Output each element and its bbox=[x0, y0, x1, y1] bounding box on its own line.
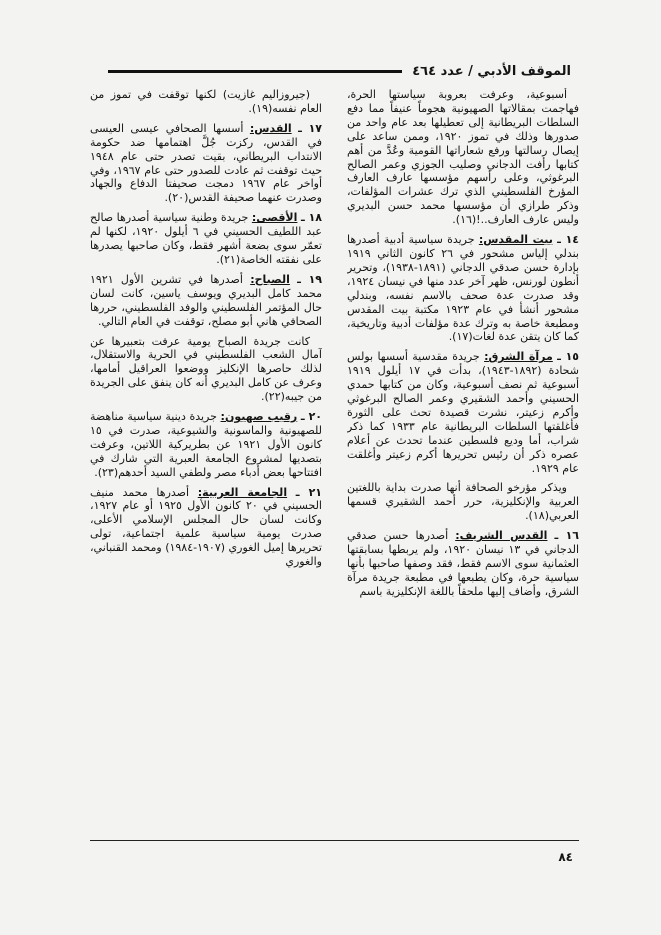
entry-number: ١٤ ـ bbox=[557, 233, 579, 247]
paragraph bbox=[90, 486, 322, 569]
entry-text: جريدة مقدسية أسسها بولس شحادة (١٨٩٢-١٩٤٣)، بدأت في ١٧ أيلول ١٩١٩ أسبوعية ثم نصف أسبوعية، وكان من كتابها حمدي الحسيني وأحمد الشقيري وعمر الصالح البرغوثي وأكرم زعيتر، نشرت قصيدة تحث على الثورة فأغلقتها السلطات البريطانية عام ١٩٣٣ كما ذكر شراب، أما وديع فلسطين عندما تحدث عن أعلام عصره ذكر أن رئيس تحريرها أكرم زعيتر وأغلقت عام ١٩٢٩. bbox=[347, 350, 579, 475]
entry-title: القدس الشريف: bbox=[455, 529, 548, 543]
entry-text: أصدرها محمد منيف الحسيني في ٢٠ كانون الأول ١٩٢٥ أو عام ١٩٢٧، وكانت لسان حال المجلس الإسلامي الأعلى، صدرت يومية سياسية علمية اجتماعية، تولى تحريرها إميل الغوري (١٩٠٧-١٩٨٤) ومحمد القنباني، والغوري bbox=[90, 485, 322, 569]
paragraph bbox=[90, 88, 322, 116]
entry-title: الأقصى: bbox=[251, 211, 298, 225]
entry-text: جريدة سياسية أدبية أصدرها بندلي إلياس مشحور في ٢٦ كانون الثاني ١٩١٩ بإدارة حسن صدقي الدجاني (١٨٩١-١٩٣٨)، وتحرير أنطون لورنس، ظهر آخر عدد منها في نيسان ١٩٢٤، وقد صدرت عدة صحف بالاسم نفسه، وبندلي مشحور أنشأ في عام ١٩٢٣ مكتبة بيت المقدس ومطبعة خاصة به وترك عدة مؤلفات أدبية وتاريخية، كما كان يتقن عدة لغات(١٧). bbox=[347, 233, 579, 344]
text-columns bbox=[90, 88, 579, 830]
entry-text: أصدرها حسن صدقي الدجاني في ١٣ نيسان ١٩٢٠، ولم يربطها بسابقتها العثمانية سوى الاسم فقط، فقد وصفها صاحبها بأنها سياسية حرة، وكان يطبعها في مطبعة جريدة مرآة الشرق، وأضاف إليها ملحقاً باللغة الإنكليزية باسم bbox=[347, 529, 579, 598]
entry-title: مرآة الشرق: bbox=[484, 350, 553, 364]
entry-text: ويذكر مؤرخو الصحافة أنها صدرت بداية باللغتين العربية والإنكليزية، حرر أحمد الشقيري قسمها العربي(١٨). bbox=[347, 481, 579, 523]
paragraph bbox=[90, 410, 322, 480]
entry-title: بيت المقدس: bbox=[478, 233, 553, 247]
entry-text: جريدة وطنية سياسية أصدرها صالح عبد اللطيف الحسيني في ٦ أيلول ١٩٢٠، لكنها لم تعمّر سوى بضعة أشهر فقط، وكان صاحبها يصدرها على نفقته الخاصة(٢١). bbox=[90, 211, 322, 266]
entry-title: القدس: bbox=[249, 121, 292, 135]
entry-text: أصدرها في تشرين الأول ١٩٢١ محمد كامل البديري ويوسف ياسين، كانت لسان حال المؤتمر الفلسطيني والوفد الفلسطيني، حررها الصحافي هاني أبو مصلح، توقفت في العام التالي. bbox=[90, 272, 322, 328]
entry-text: جريدة دينية سياسية مناهضة للصهيونية والماسونية والشيوعية، صدرت في ١٥ كانون الأول ١٩٢١ عن بطريركية اللاتين، وعرفت بتصديها لمشروع الجامعة العبرية التي شارك في افتتاحها بعض أدباء مصر ولطفي السيد أحدهم(٢٣). bbox=[90, 410, 322, 479]
left-column bbox=[90, 88, 322, 830]
paragraph bbox=[347, 233, 579, 344]
page-header bbox=[108, 60, 571, 82]
entry-number: ١٨ ـ bbox=[300, 211, 322, 225]
paragraph bbox=[347, 529, 579, 599]
entry-number: ٢٠ ـ bbox=[300, 410, 322, 424]
entry-text: أسسها الصحافي عيسى العيسى في القدس، ركزت جُلَّ اهتمامها ضد حكومة الانتداب البريطاني، بقيت تصدر حتى عام ١٩٤٨ حيث توقفت ثم عادت للصدور حتى عام ١٩٦٧، وفي أواخر عام ١٩٦٧ دمجت صحيفتا الدفاع والجهاد وصدرت عنهما صحيفة القدس(٢٠). bbox=[90, 121, 322, 205]
entry-text: أسبوعية، وعرفت بعروبة سياستها الحرة، فهاجمت بمقالاتها الصهيونية هجوماً عنيفاً مما دفع السلطات البريطانية إلى تعطيلها بعد عام واحد من صدورها وذلك في تموز ١٩٢٠، وممن ساعد على إيصال رسالتها ورفع شعاراتها القومية وعُدَّ من أهم كتابها رأفت الدجاني وصليب الجوزي وعمر الصالح البرغوثي، وعلى رأسهم مؤسسها عارف العارف المؤرخ الفلسطيني الذي ترك عشرات المؤلفات، وذكر طرازي أن مؤسسها محمد حسن البديري وليس عارف العارف..!(١٦). bbox=[347, 88, 579, 227]
paragraph bbox=[347, 350, 579, 475]
paragraph bbox=[347, 88, 579, 227]
page-number: ٨٤ bbox=[558, 850, 573, 864]
paragraph bbox=[90, 335, 322, 405]
entry-number: ١٦ ـ bbox=[554, 529, 579, 543]
entry-title: الجامعة العربية: bbox=[197, 485, 288, 499]
entry-text: (جيروزاليم غازيت) لكنها توقفت في تموز من العام نفسه(١٩). bbox=[90, 88, 322, 115]
paragraph bbox=[90, 122, 322, 205]
paragraph bbox=[90, 273, 322, 329]
paragraph bbox=[347, 481, 579, 523]
entry-title: رقيب صهيون: bbox=[220, 410, 298, 424]
entry-number: ١٩ ـ bbox=[297, 272, 322, 286]
entry-number: ١٧ ـ bbox=[298, 121, 322, 135]
entry-text: كانت جريدة الصباح يومية عرفت بتعبيرها عن آمال الشعب الفلسطيني في الحرية والاستقلال، لذلك حاصرها الإنكليز ووضعوا العراقيل أمامها، وعرف عن كامل البديري أنه كان ينفق على الجريدة من جيبه(٢٢). bbox=[90, 334, 322, 404]
right-column bbox=[347, 88, 579, 830]
entry-number: ١٥ ـ bbox=[557, 350, 579, 364]
journal-title: الموقف الأدبي / عدد ٤٦٤ bbox=[412, 63, 571, 79]
footer-rule bbox=[90, 840, 579, 841]
paragraph bbox=[90, 211, 322, 267]
header-rule bbox=[108, 70, 402, 73]
entry-number: ٢١ ـ bbox=[295, 485, 322, 499]
entry-title: الصباح: bbox=[250, 272, 290, 286]
